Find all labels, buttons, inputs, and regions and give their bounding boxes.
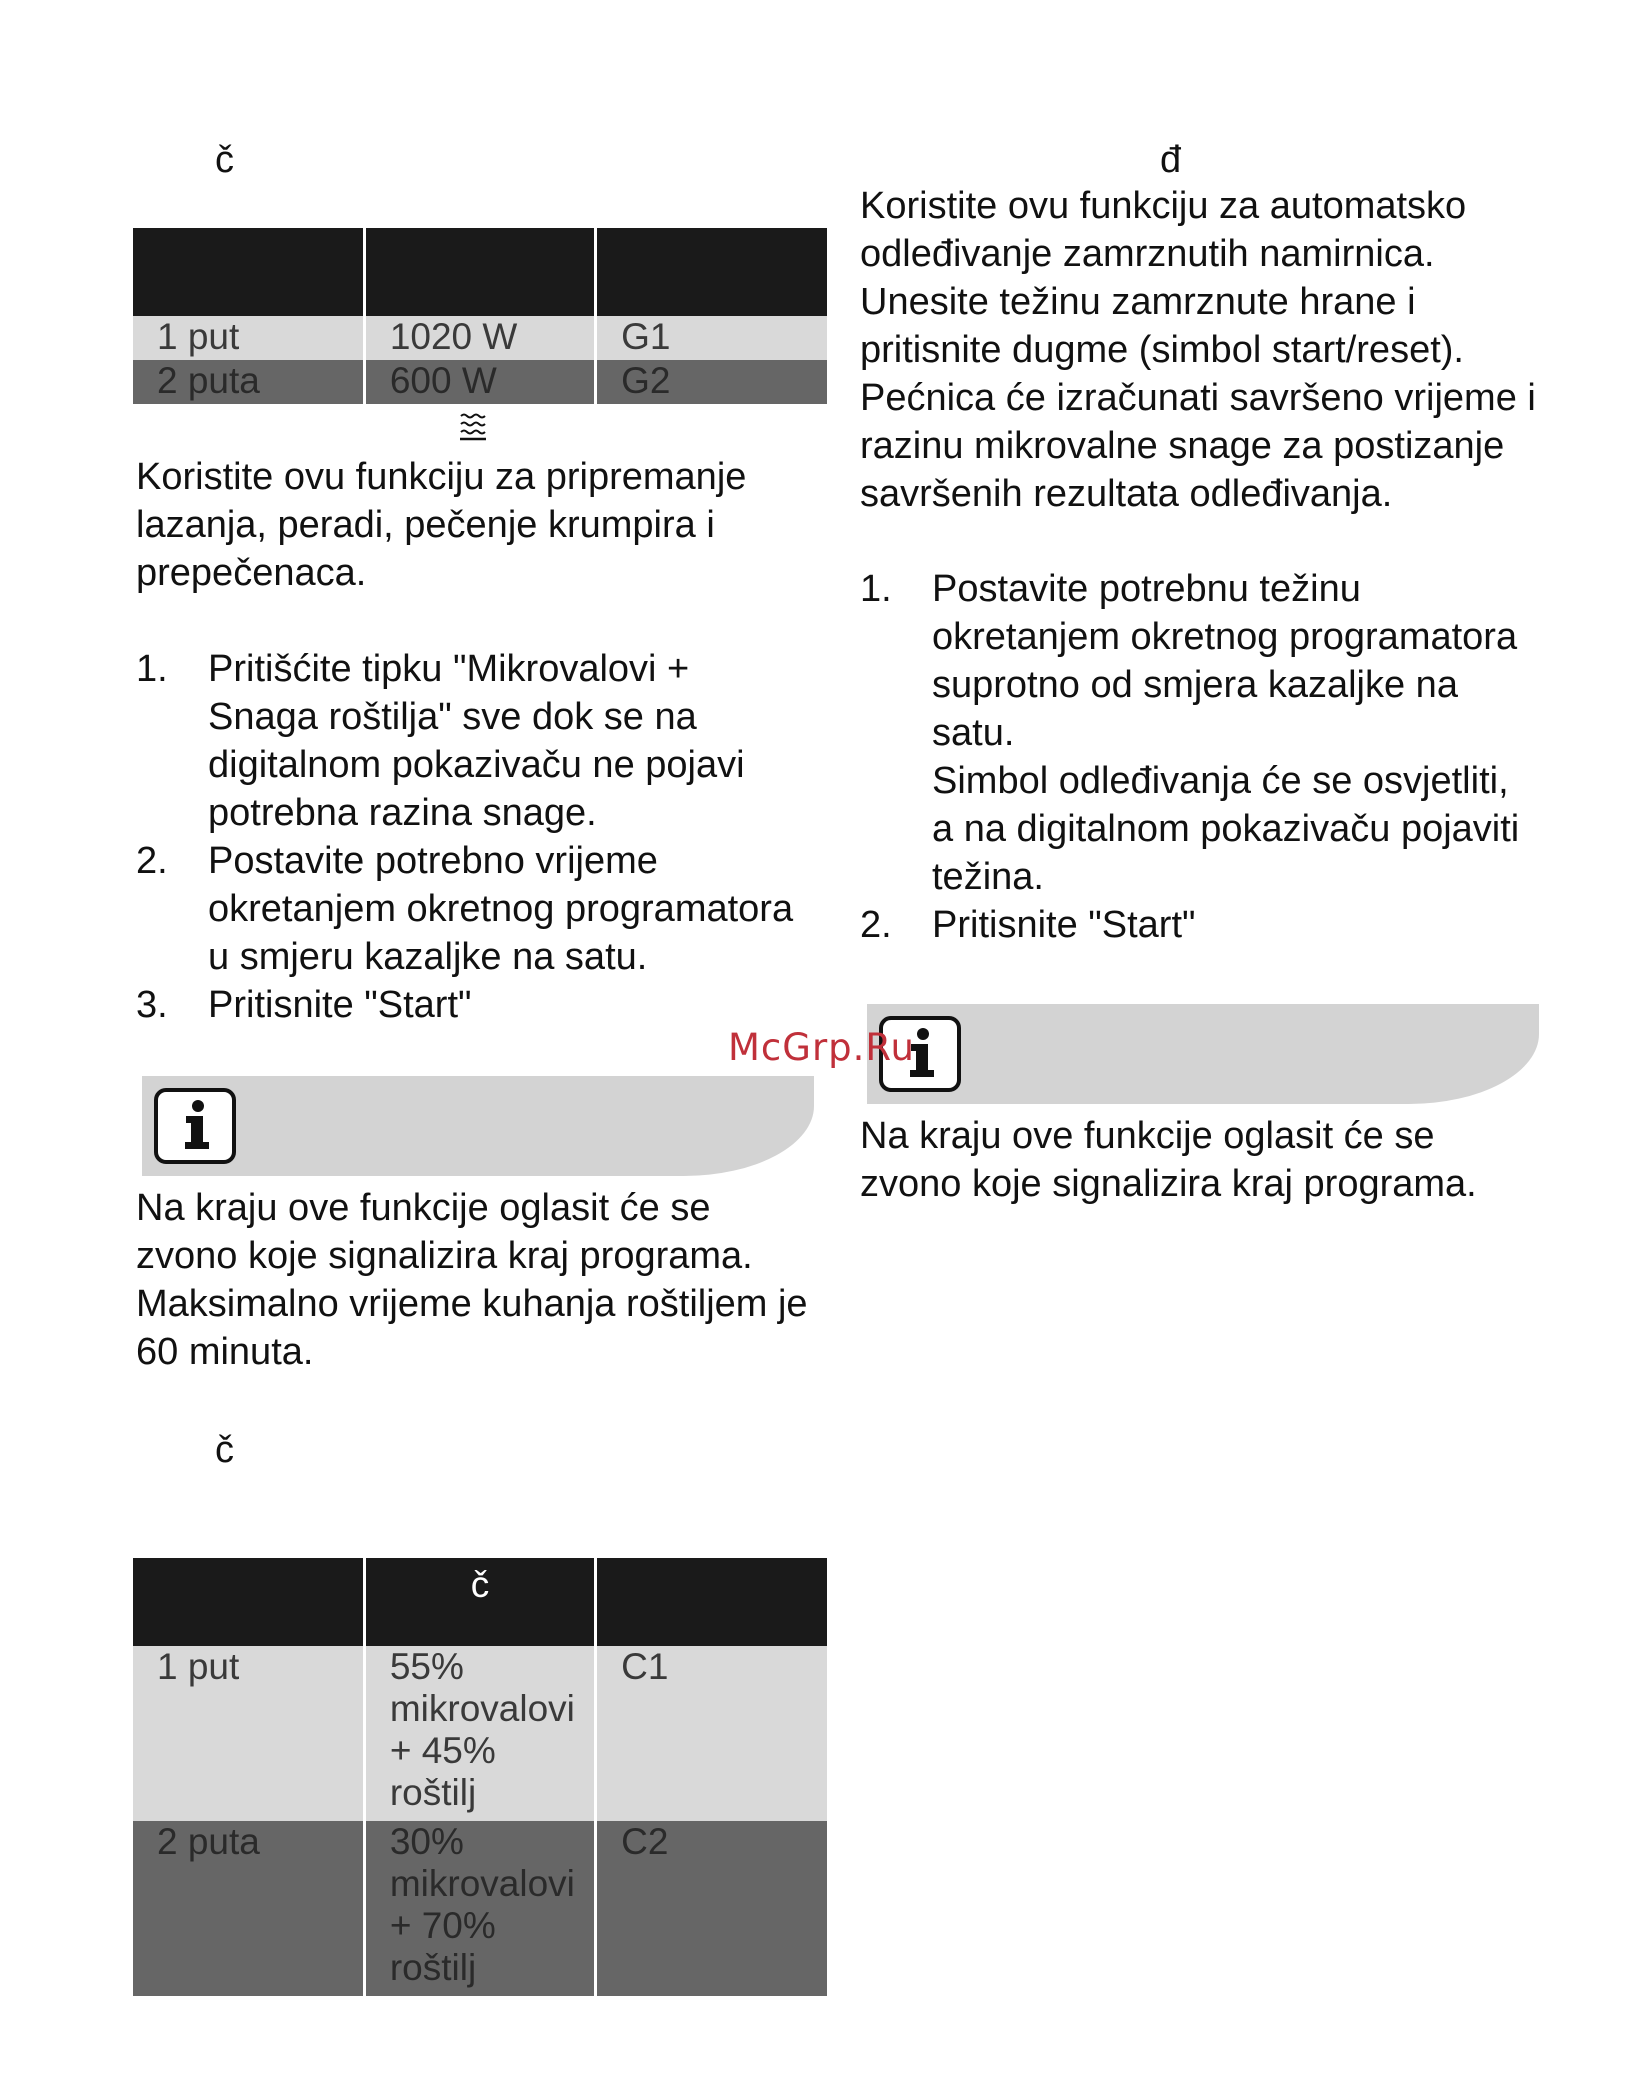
paragraph-line: Na kraju ove funkcije oglasit će se [136, 1187, 711, 1229]
table-cell: C1 [596, 1646, 827, 1821]
step-line: Postavite potrebnu težinu [932, 568, 1361, 610]
table-cell: 30% mikrovalovi + 70% roštilj [364, 1821, 595, 1996]
table-cell: G2 [596, 360, 827, 404]
power-level-table [133, 228, 827, 404]
table-cell: G1 [596, 316, 827, 360]
step-line: okretanjem okretnog programatora [208, 888, 794, 930]
step-line: digitalnom pokazivaču ne pojavi [208, 744, 745, 786]
paragraph-line: odleđivanje zamrznutih namirnica. [860, 233, 1435, 275]
list-item [860, 901, 1600, 949]
paragraph-line: razinu mikrovalne snage za postizanje [860, 425, 1505, 467]
table-header-cell [133, 228, 364, 316]
table-header-cell: č [364, 1558, 595, 1646]
table-cell: 600 W [364, 360, 595, 404]
paragraph-line: Pećnica će izračunati savršeno vrijeme i [860, 377, 1536, 419]
step-line: okretanjem okretnog programatora [932, 616, 1518, 658]
paragraph-line: Koristite ovu funkciju za pripremanje [136, 456, 747, 498]
paragraph-line: pritisnite dugme (simbol start/reset). [860, 329, 1464, 371]
step-number: 2. [860, 904, 892, 946]
step-line: a na digitalnom pokazivaču pojaviti [932, 808, 1520, 850]
combination-table [133, 1558, 827, 1996]
table-cell: 2 puta [133, 1821, 364, 1996]
table-cell: 55% mikrovalovi + 45% roštilj [364, 1646, 595, 1821]
step-number: 2. [136, 840, 168, 882]
step-line: suprotno od smjera kazaljke na [932, 664, 1458, 706]
grill-steps [136, 645, 836, 1029]
table-row [133, 1821, 827, 1996]
paragraph-line: savršenih rezultata odleđivanja. [860, 473, 1393, 515]
paragraph-line: zvono koje signalizira kraj programa. [860, 1163, 1477, 1205]
table-cell: 1 put [133, 316, 364, 360]
step-line: Postavite potrebno vrijeme [208, 840, 658, 882]
info-icon [154, 1088, 236, 1164]
grill-icon [458, 412, 488, 447]
table-row [133, 360, 827, 404]
paragraph-line: Koristite ovu funkciju za automatsko [860, 185, 1467, 227]
step-line: Pritisnite "Start" [932, 904, 1196, 946]
watermark-text: McGrp.Ru [728, 1026, 915, 1069]
list-item [136, 645, 836, 837]
step-line: Pritišćite tipku "Mikrovalovi + [208, 648, 690, 690]
step-line: težina. [932, 856, 1044, 898]
section-heading-mark: č [215, 139, 234, 181]
table-header-cell [364, 228, 595, 316]
defrost-intro [860, 182, 1600, 518]
info-banner [142, 1076, 814, 1176]
paragraph-line: lazanja, peradi, pečenje krumpira i [136, 504, 715, 546]
step-number: 3. [136, 984, 168, 1026]
step-line: satu. [932, 712, 1015, 754]
section-heading-mark: đ [1160, 139, 1182, 181]
step-line: Pritisnite "Start" [208, 984, 472, 1026]
step-line: Simbol odleđivanja će se osvjetliti, [932, 760, 1509, 802]
table-row [133, 316, 827, 360]
paragraph-line: prepečenaca. [136, 552, 367, 594]
list-item [860, 565, 1600, 901]
paragraph-line: zvono koje signalizira kraj programa. [136, 1235, 753, 1277]
step-line: Snaga roštilja" sve dok se na [208, 696, 697, 738]
grill-note [136, 1184, 856, 1376]
grill-intro [136, 453, 836, 597]
step-number: 1. [136, 648, 168, 690]
table-row [133, 1646, 827, 1821]
step-number: 1. [860, 568, 892, 610]
paragraph-line: Unesite težinu zamrznute hrane i [860, 281, 1416, 323]
list-item [136, 981, 836, 1029]
info-banner [867, 1004, 1539, 1104]
table-header-cell [596, 228, 827, 316]
paragraph-line: Maksimalno vrijeme kuhanja roštiljem je [136, 1283, 808, 1325]
table-cell: 2 puta [133, 360, 364, 404]
paragraph-line: 60 minuta. [136, 1331, 314, 1373]
table-header-row [133, 228, 827, 316]
table-header-row [133, 1558, 827, 1646]
table-cell: 1 put [133, 1646, 364, 1821]
table-header-cell [133, 1558, 364, 1646]
defrost-steps [860, 565, 1600, 949]
paragraph-line: Na kraju ove funkcije oglasit će se [860, 1115, 1435, 1157]
step-line: u smjeru kazaljke na satu. [208, 936, 648, 978]
list-item [136, 837, 836, 981]
section-heading-mark: č [215, 1429, 234, 1471]
defrost-note [860, 1112, 1600, 1208]
table-cell: C2 [596, 1821, 827, 1996]
table-cell: 1020 W [364, 316, 595, 360]
table-header-cell [596, 1558, 827, 1646]
step-line: potrebna razina snage. [208, 792, 597, 834]
